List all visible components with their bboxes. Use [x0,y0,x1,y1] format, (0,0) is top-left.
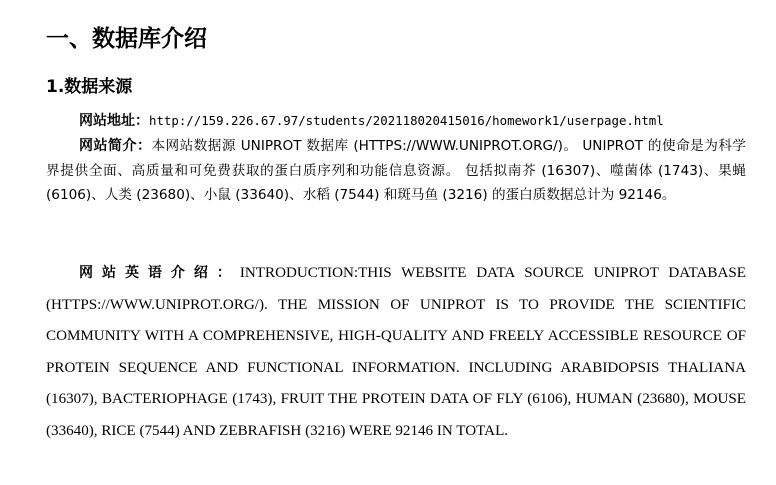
intro-en-label: 网站英语介绍： [79,265,240,281]
subsection-heading: 1.数据来源 [46,77,133,97]
website-address-url: http://159.226.67.97/students/202118020415016/homework1/userpage.html [149,113,664,128]
intro-cn-text: 本网站数据源 UNIPROT 数据库 (HTTPS://WWW.UNIPROT.ORG/)。 UNIPROT 的使命是为科学界提供全面、高质量和可免费获取的蛋白质序列和功能信息资源。 包括拟南芥 (16307)、噬菌体 (1743)、果蝇 (6106)、人类 (23680)、小鼠 (33640)、水稻 (7544) 和斑马鱼 (3216) 的蛋白质数据总计为 92146。 [46,138,746,203]
website-address-line [79,110,664,133]
intro-cn-paragraph [46,134,746,208]
intro-cn-label: 网站简介： [79,138,152,154]
intro-en-text: INTRODUCTION:THIS WEBSITE DATA SOURCE UNIPROT DATABASE (HTTPS://WWW.UNIPROT.ORG/). THE MISSION OF UNIPROT IS TO PROVIDE THE SCIENTIFIC COMMUNITY WITH A COMPREHENSIVE, HIGH-QUALITY AND FREELY ACCESSIBLE RESOURCE OF PROTEIN SEQUENCE AND FUNCTIONAL INFORMATION. INCLUDING ARABIDOPSIS THALIANA (16307), BACTERIOPHAGE (1743), FRUIT THE PROTEIN DATA OF FLY (6106), HUMAN (23680), MOUSE (33640), RICE (7544) AND ZEBRAFISH (3216) WERE 92146 IN TOTAL. [46,265,747,439]
website-address-label: 网站地址： [79,113,149,129]
section-heading: 一、数据库介绍 [46,26,207,52]
intro-en-paragraph [46,258,746,447]
